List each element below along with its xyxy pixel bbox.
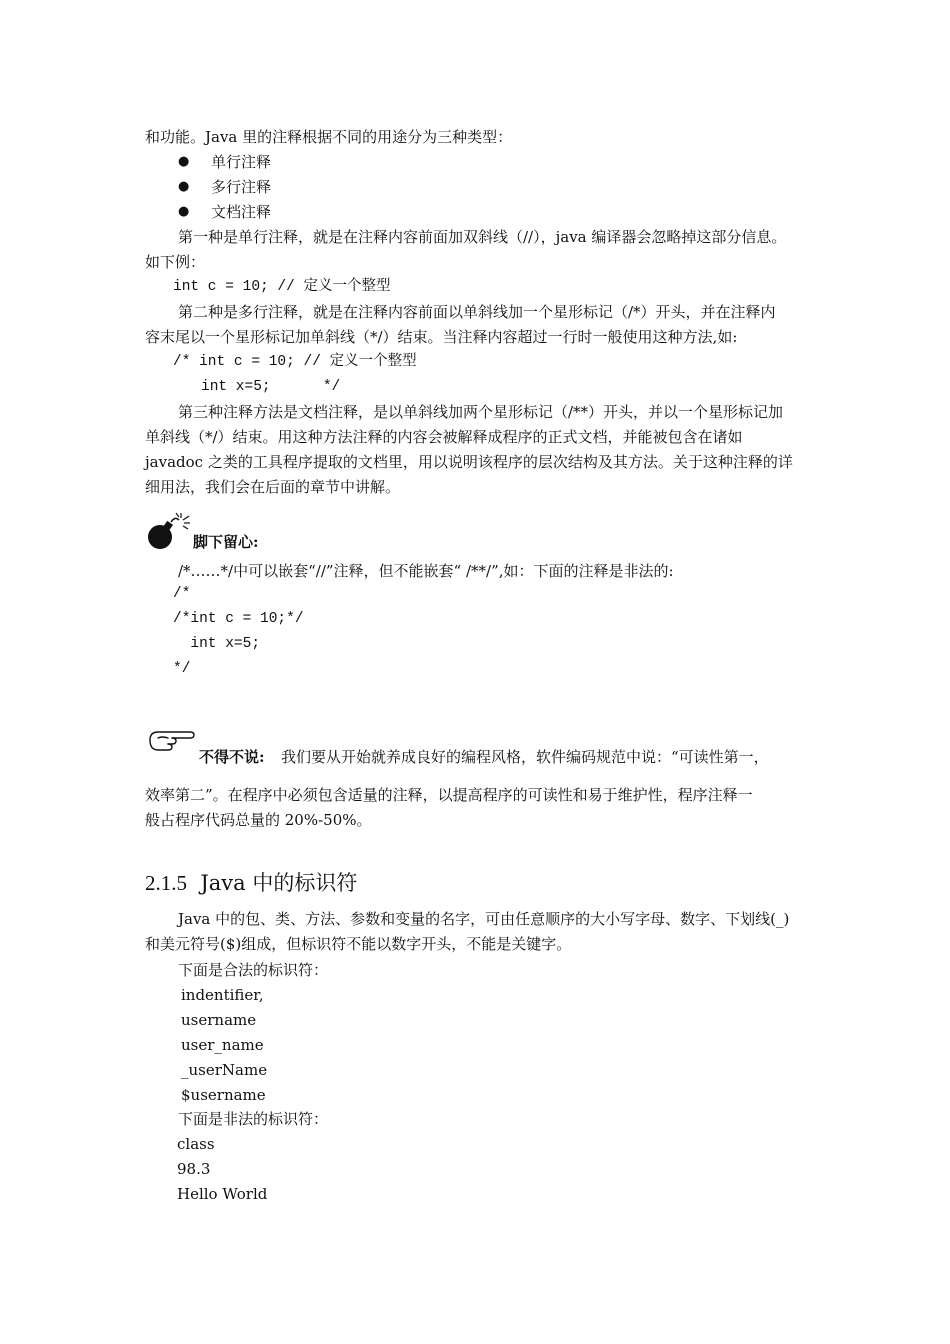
paragraph-line: 和美元符号($)组成，但标识符不能以数字开头，不能是关键字。 — [145, 935, 572, 953]
paragraph-line: Java 中的包、类、方法、参数和变量的名字，可由任意顺序的大小写字母、数字、下划线(_) — [178, 910, 790, 928]
comment-type-item: 文档注释 — [211, 203, 272, 221]
note-line: 我们要从开始就养成良好的编程风格，软件编码规范中说：“可读性第一， — [281, 748, 769, 766]
bullet: ● — [178, 154, 190, 169]
paragraph-line: 如下例： — [145, 253, 206, 271]
caution-text: /*……*/中可以嵌套“//”注释，但不能嵌套“ /**/”,如：下面的注释是非法的: — [178, 562, 674, 580]
code-line: /* int c = 10; // 定义一个整型 — [173, 354, 417, 370]
bullet: ● — [178, 204, 190, 219]
section-number: 2.1.5 — [145, 871, 187, 895]
legal-identifier: indentifier, — [181, 986, 264, 1004]
intro-line: 和功能。Java 里的注释根据不同的用途分为三种类型： — [145, 128, 513, 146]
bomb-icon — [145, 512, 195, 552]
illegal-identifier: 98.3 — [177, 1160, 211, 1178]
section-title: Java 中的标识符 — [200, 871, 358, 895]
legal-identifier: _userName — [181, 1061, 268, 1079]
comment-type-item: 单行注释 — [211, 153, 272, 171]
illegal-identifier: class — [177, 1135, 215, 1153]
paragraph-line: 容末尾以一个星形标记加单斜线（*/）结束。当注释内容超过一行时一般使用这种方法,如: — [145, 328, 738, 346]
paragraph-line: javadoc 之类的工具程序提取的文档里，用以说明该程序的层次结构及其方法。关于这种注释的详 — [145, 453, 793, 471]
section-heading — [145, 870, 357, 896]
paragraph-line: 第三种注释方法是文档注释，是以单斜线加两个星形标记（/**）开头，并以一个星形标记加 — [178, 403, 784, 421]
code-line: */ — [173, 661, 191, 677]
pointing-hand-icon — [146, 728, 196, 754]
paragraph-line: 单斜线（*/）结束。用这种方法注释的内容会被解释成程序的正式文档，并能被包含在诸如 — [145, 428, 743, 446]
legal-identifier: $username — [181, 1086, 266, 1104]
code-line: int c = 10; // 定义一个整型 — [173, 279, 391, 295]
code-line: int x=5; — [173, 636, 261, 652]
note-line: 效率第二”。在程序中必须包含适量的注释，以提高程序的可读性和易于维护性，程序注释一 — [145, 786, 753, 804]
legal-identifier: username — [181, 1011, 257, 1029]
illegal-label: 下面是非法的标识符： — [178, 1110, 329, 1128]
legal-identifier: user_name — [181, 1036, 264, 1054]
code-line: int x=5; */ — [201, 379, 341, 395]
comment-type-item: 多行注释 — [211, 178, 272, 196]
code-line: /* — [173, 586, 191, 602]
bullet: ● — [178, 179, 190, 194]
note-line: 般占程序代码总量的 20%-50%。 — [145, 811, 372, 829]
paragraph-line: 第一种是单行注释，就是在注释内容前面加双斜线（//），java 编译器会忽略掉这部分信息。 — [178, 228, 787, 246]
caution-title: 脚下留心: — [193, 533, 259, 551]
note-title: 不得不说: — [199, 748, 265, 766]
paragraph-line: 第二种是多行注释，就是在注释内容前面以单斜线加一个星形标记（/*）开头，并在注释内 — [178, 303, 776, 321]
legal-label: 下面是合法的标识符： — [178, 961, 329, 979]
code-line: /*int c = 10;*/ — [173, 611, 304, 627]
illegal-identifier: Hello World — [177, 1185, 268, 1203]
paragraph-line: 细用法，我们会在后面的章节中讲解。 — [145, 478, 401, 496]
